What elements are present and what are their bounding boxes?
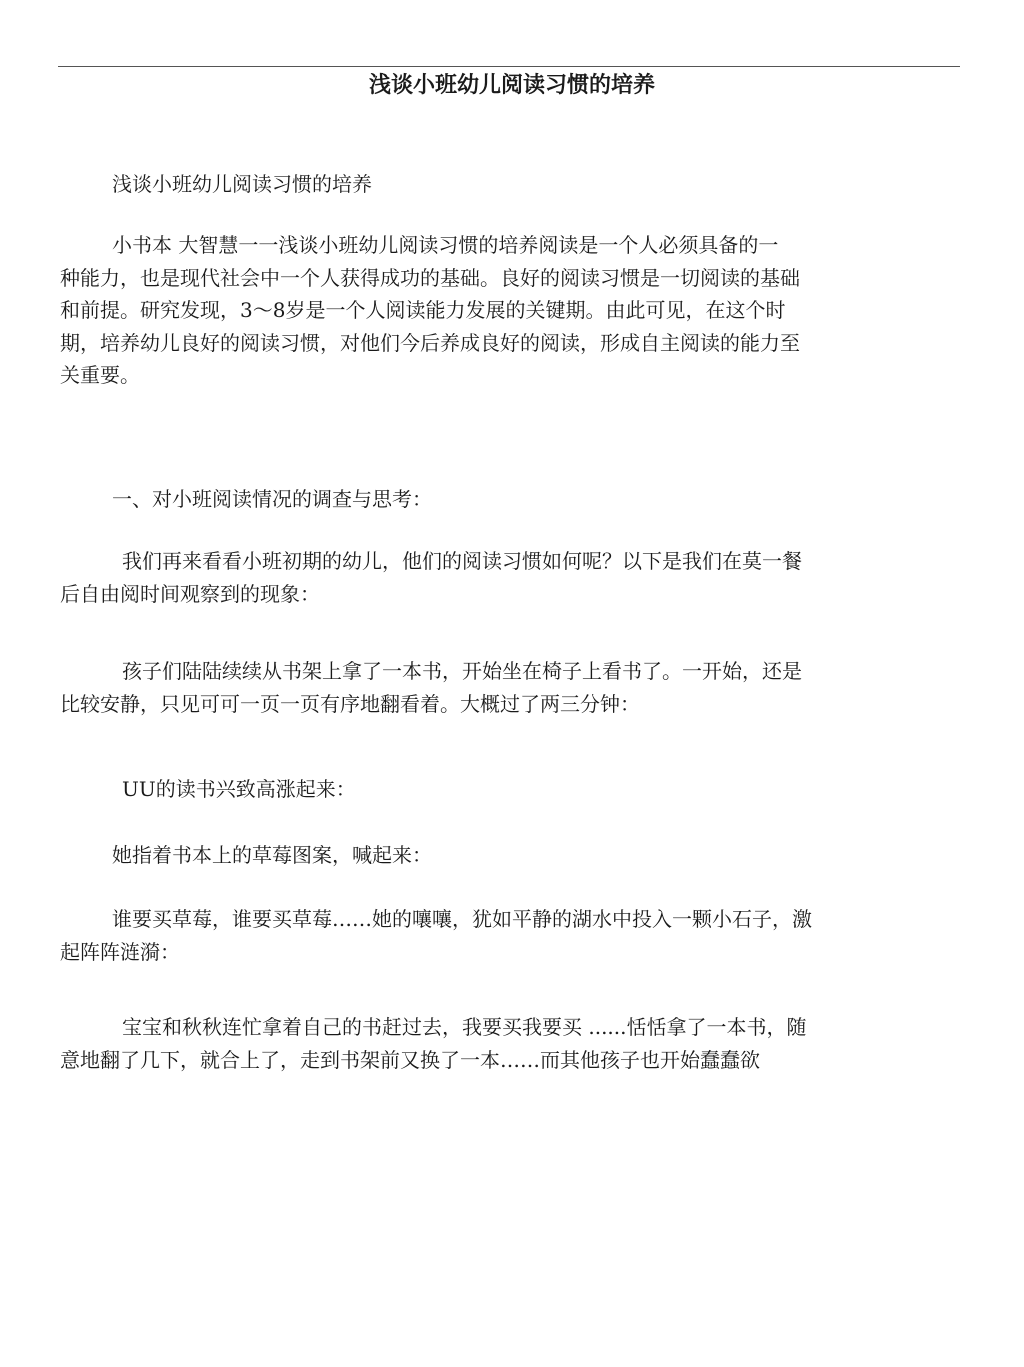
text-line: 比较安静，只见可可一页一页有序地翻看着。大概过了两三分钟： [60,691,640,716]
paragraph-subtitle [60,168,960,201]
text-line: 种能力，也是现代社会中一个人获得成功的基础。良好的阅读习惯是一切阅读的基础 [60,265,800,290]
section-heading-1 [60,483,960,516]
text-line: 宝宝和秋秋连忙拿着自己的书赶过去，我要买我要买 ......恬恬拿了一本书，随 [122,1015,807,1039]
text-line: 浅谈小班幼儿阅读习惯的培养 [112,172,372,196]
text-line: 孩子们陆陆续续从书架上拿了一本书，开始坐在椅子上看书了。一开始，还是 [122,659,802,683]
paragraph-intro [60,229,960,392]
paragraph-baobao [60,1011,960,1076]
text-line: 小书本 大智慧一一浅谈小班幼儿阅读习惯的培养阅读是一个人必须具备的一 [112,233,779,257]
paragraph-strawberry [60,839,960,872]
text-line: 和前提。研究发现，3～8岁是一个人阅读能力发展的关键期。由此可见，在这个时 [60,298,786,322]
paragraph-observation [60,545,960,610]
text-line: 起阵阵涟漪： [60,939,180,964]
paragraph-children [60,655,960,720]
text-line: 一、对小班阅读情况的调查与思考： [112,487,432,511]
document-title: 浅谈小班幼儿阅读习惯的培养 [368,73,655,98]
paragraph-shout [60,903,960,968]
text-line: UU的读书兴致高涨起来： [122,777,356,801]
text-line: 关重要。 [60,363,140,387]
header-rule [58,66,960,67]
text-line: 后自由阅时间观察到的现象： [60,581,320,606]
text-line: 意地翻了几下，就合上了，走到书架前又换了一本……而其他孩子也开始蠢蠢欲 [60,1047,760,1072]
text-line: 她指着书本上的草莓图案，喊起来： [112,843,432,867]
paragraph-uu [60,773,960,806]
text-line: 期，培养幼儿良好的阅读习惯，对他们今后养成良好的阅读，形成自主阅读的能力至 [60,330,800,355]
text-line: 我们再来看看小班初期的幼儿，他们的阅读习惯如何呢？以下是我们在莫一餐 [122,549,802,573]
text-line: 谁要买草莓，谁要买草莓……她的嚷嚷，犹如平静的湖水中投入一颗小石子，激 [112,907,812,931]
